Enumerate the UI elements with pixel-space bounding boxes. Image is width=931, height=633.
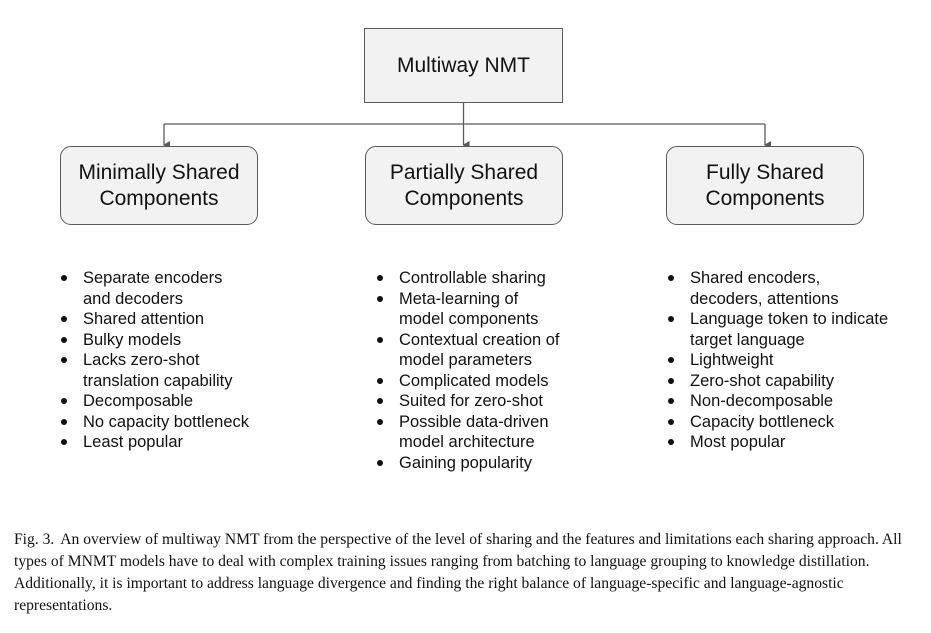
list-item: Shared attention	[60, 309, 290, 330]
list-item: No capacity bottleneck	[60, 412, 290, 433]
node-title-line1: Partially Shared	[389, 160, 539, 184]
list-item: Bulky models	[60, 330, 290, 351]
list-item: Possible data-driven model architecture	[376, 412, 569, 453]
list-item: Capacity bottleneck	[667, 412, 907, 433]
node-title-line2: Components	[705, 186, 825, 210]
list-item: Separate encoders and decoders	[60, 268, 233, 309]
node-minimally-shared	[60, 146, 258, 225]
list-item: Decomposable	[60, 391, 290, 412]
node-title-line1: Fully Shared	[706, 160, 824, 184]
list-item: Controllable sharing	[376, 268, 616, 289]
features-list-minimally-shared	[60, 268, 290, 453]
list-item: Gaining popularity	[376, 453, 616, 474]
features-list-fully-shared	[667, 268, 907, 453]
node-title-line2: Components	[404, 186, 524, 210]
node-title-line2: Components	[99, 186, 219, 210]
caption-text: An overview of multiway NMT from the perspective of the level of sharing and the features and limitations each sharing approach. All types of MNMT models have to deal with complex training issues ranging from batching to language grouping to knowledge distillation. Additionally, it is important to address language divergence and finding the right balance of language-specific and language-agnostic representations.	[14, 531, 902, 614]
list-item: Least popular	[60, 432, 290, 453]
list-item: Non-decomposable	[667, 391, 907, 412]
features-list-partially-shared	[376, 268, 616, 473]
node-partially-shared	[365, 146, 563, 225]
node-title-line1: Minimally Shared	[78, 160, 240, 184]
root-node-multiway-nmt	[364, 28, 563, 103]
node-fully-shared	[666, 146, 864, 225]
list-item: Zero-shot capability	[667, 371, 907, 392]
list-item: Meta-learning of model components	[376, 289, 559, 330]
list-item: Most popular	[667, 432, 907, 453]
figure-caption	[14, 529, 919, 617]
list-item: Suited for zero-shot	[376, 391, 616, 412]
list-item: Shared encoders, decoders, attentions	[667, 268, 875, 309]
list-item: Lacks zero-shot translation capability	[60, 350, 253, 391]
list-item: Contextual creation of model parameters	[376, 330, 589, 371]
list-item: Language token to indicate target language	[667, 309, 905, 350]
figure-label: Fig. 3.	[14, 531, 55, 548]
list-item: Complicated models	[376, 371, 616, 392]
list-item: Lightweight	[667, 350, 907, 371]
root-node-label: Multiway NMT	[396, 53, 530, 77]
